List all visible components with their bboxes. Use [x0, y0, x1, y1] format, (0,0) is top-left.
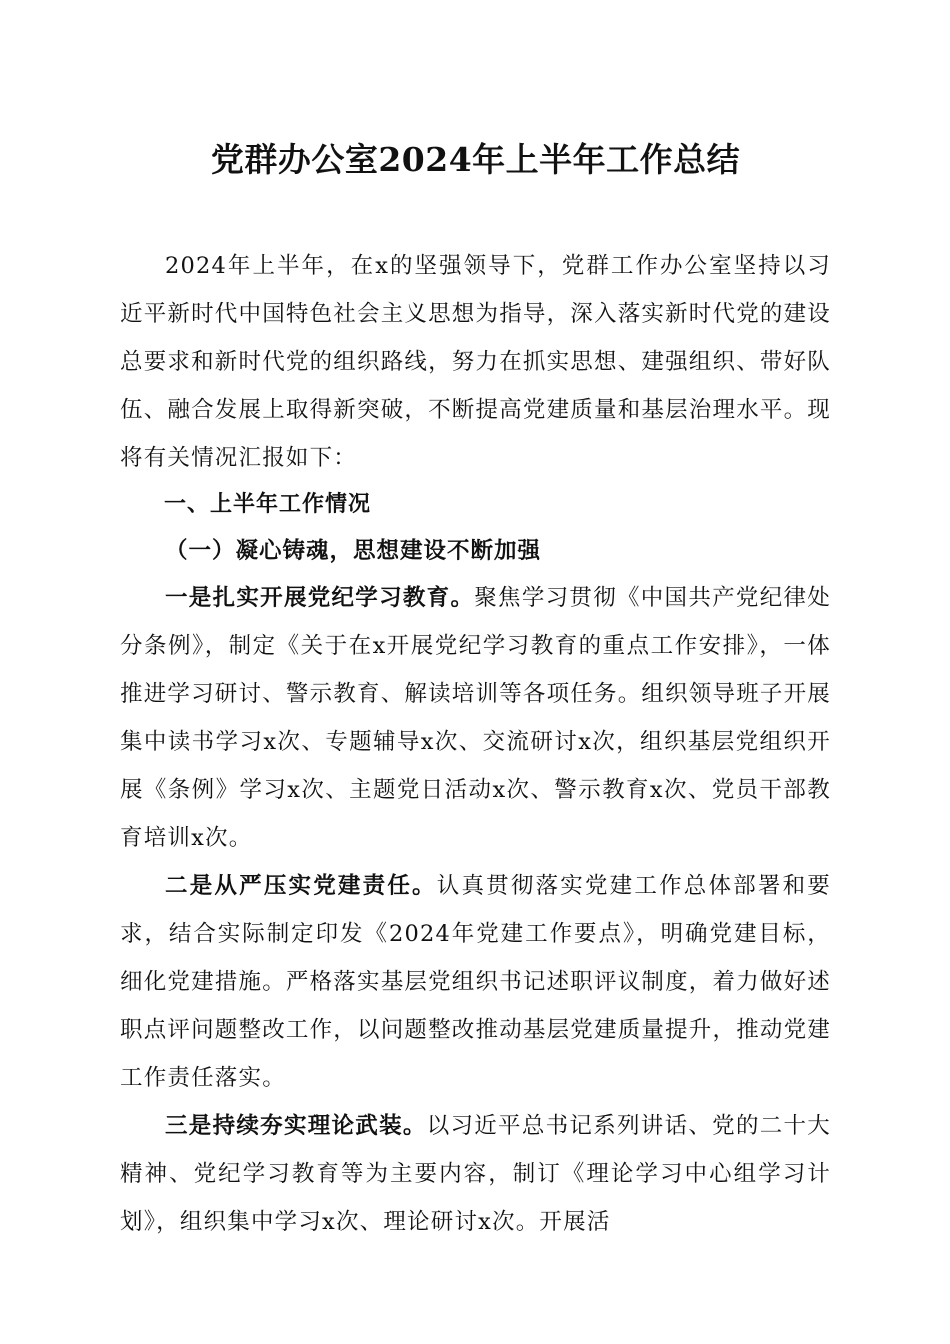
- paragraph-text: 认真贯彻落实党建工作总体部署和要求，结合实际制定印发《2024年党建工作要点》，明确党建目标，细化党建措施。严格落实基层党组织书记述职评议制度，着力做好述职点评问题整改工作，以问题整改推动基层党建质量提升，推动党建工作责任落实。: [120, 873, 832, 1091]
- paragraph-lead: 一是扎实开展党纪学习教育。: [165, 585, 475, 611]
- body-paragraph: [120, 862, 831, 1102]
- body-paragraph: [120, 1102, 831, 1246]
- intro-paragraph: 2024年上半年，在x的坚强领导下，党群工作办公室坚持以习近平新时代中国特色社会主义思想为指导，深入落实新时代党的建设总要求和新时代党的组织路线，努力在抓实思想、建强组织、带好队伍、融合发展上取得新突破，不断提高党建质量和基层治理水平。现将有关情况汇报如下：: [120, 253, 832, 471]
- body-paragraph: [120, 574, 831, 862]
- paragraph-text: 以习近平总书记系列讲话、党的二十大精神、党纪学习教育等为主要内容，制订《理论学习中心组学习计划》，组织集中学习x次、理论研讨x次。开展活: [120, 1113, 832, 1235]
- paragraph-text: 聚焦学习贯彻《中国共产党纪律处分条例》，制定《关于在x开展党纪学习教育的重点工作安排》，一体推进学习研讨、警示教育、解读培训等各项任务。组织领导班子开展集中读书学习x次、专题辅导x次、交流研讨x次，组织基层党组织开展《条例》学习x次、主题党日活动x次、警示教育x次、党员干部教育培训x次。: [120, 585, 832, 851]
- document-title: 党群办公室2024年上半年工作总结: [210, 140, 741, 179]
- subsection-heading: （一）凝心铸魂，思想建设不断加强: [165, 538, 542, 564]
- paragraph-lead: 二是从严压实党建责任。: [165, 873, 437, 899]
- section-heading: 一、上半年工作情况: [164, 492, 372, 517]
- paragraph-lead: 三是持续夯实理论武装。: [165, 1113, 427, 1139]
- document-page: [120, 130, 831, 1246]
